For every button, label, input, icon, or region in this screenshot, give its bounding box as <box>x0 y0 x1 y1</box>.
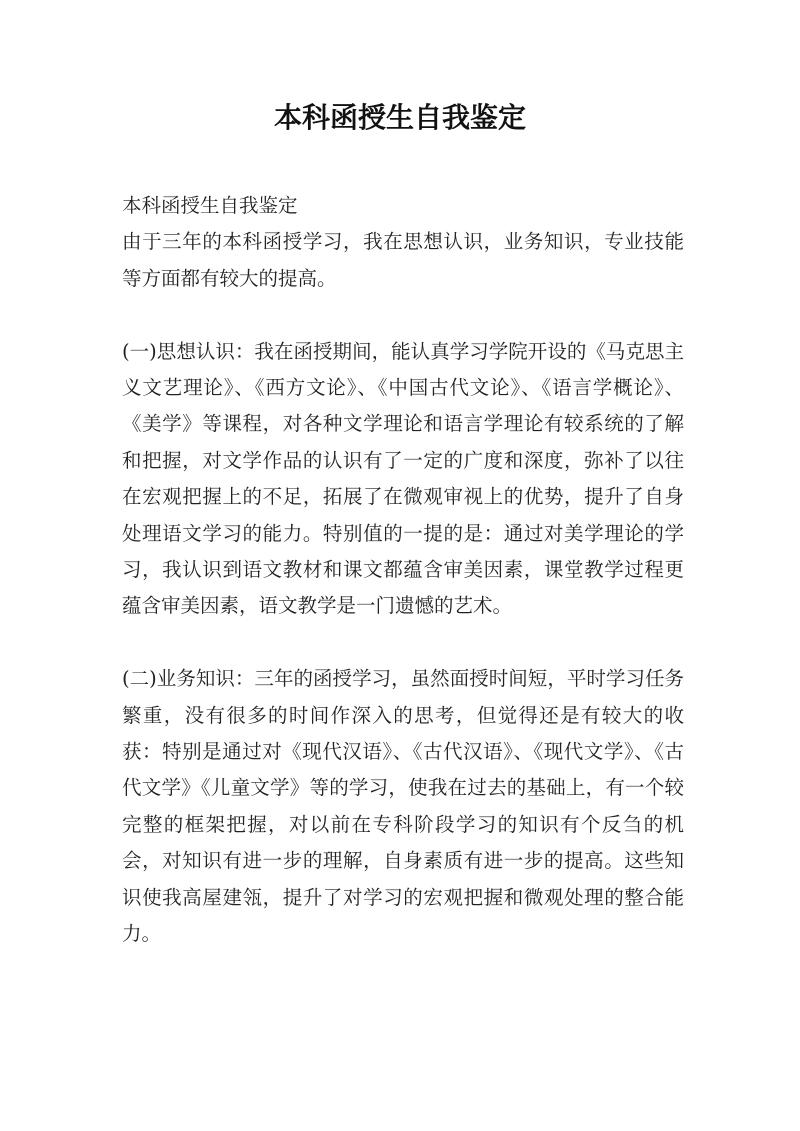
paragraph-spacer <box>122 297 684 333</box>
document-body <box>122 188 684 953</box>
subtitle-paragraph: 本科函授生自我鉴定 <box>122 194 298 217</box>
page-title: 本科函授生自我鉴定 <box>273 101 526 134</box>
section-business-paragraph: (二)业务知识：三年的函授学习，虽然面授时间短，平时学习任务繁重，没有很多的时间作深入的思考，但觉得还是有较大的收获：特别是通过对《现代汉语》、《古代汉语》、《现代文学》、《古代文学》《儿童文学》等的学习，使我在过去的基础上，有一个较完整的框架把握，对以前在专科阶段学习的知识有个反刍的机会，对知识有进一步的理解，自身素质有进一步的提高。这些知识使我高屋建瓴，提升了对学习的宏观把握和微观处理的整合能力。 <box>122 667 684 946</box>
section-thought-paragraph: (一)思想认识：我在函授期间，能认真学习学院开设的《马克思主义文艺理论》、《西方文论》、《中国古代文论》、《语言学概论》、《美学》等课程，对各种文学理论和语言学理论有较系统的了解和把握，对文学作品的认识有了一定的广度和深度，弥补了以往在宏观把握上的不足，拓展了在微观审视上的优势，提升了自身处理语文学习的能力。特别值的一提的是：通过对美学理论的学习，我认识到语文教材和课文都蕴含审美因素，课堂教学过程更蕴含审美因素，语文教学是一门遗憾的艺术。 <box>122 339 684 618</box>
intro-paragraph: 由于三年的本科函授学习，我在思想认识，业务知识，专业技能等方面都有较大的提高。 <box>122 230 684 290</box>
paragraph-spacer <box>122 625 684 661</box>
